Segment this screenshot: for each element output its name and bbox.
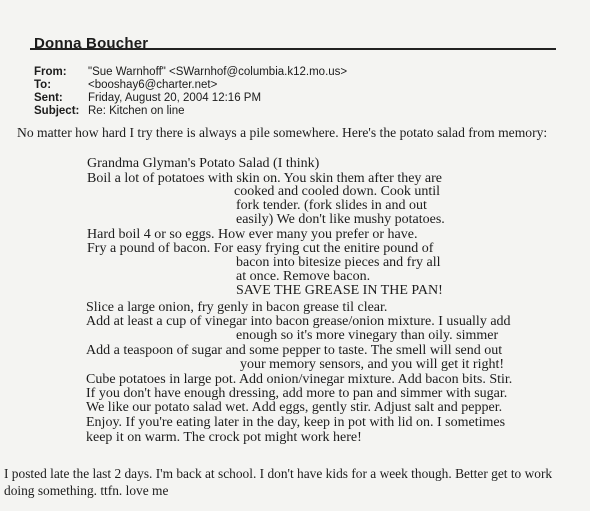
subject-value: Re: Kitchen on line	[88, 105, 185, 117]
recipe-line: keep it on warm. The crock pot might work here!	[86, 430, 362, 445]
recipe-line: SAVE THE GREASE IN THE PAN!	[236, 283, 443, 298]
to-value: <booshay6@charter.net>	[88, 79, 218, 91]
recipe-line: If you don't have enough dressing, add more to pan and simmer with sugar.	[86, 386, 508, 401]
recipe-line: bacon into bitesize pieces and fry all	[236, 255, 441, 270]
recipe-line: cooked and cooled down. Cook until	[234, 184, 441, 199]
recipe-line: Add a teaspoon of sugar and some pepper to taste. The smell will send out	[86, 343, 503, 358]
message-intro: No matter how hard I try there is always a pile somewhere. Here's the potato salad from memory:	[17, 125, 548, 140]
recipe-line: Add at least a cup of vinegar into bacon grease/onion mixture. I usually add	[86, 314, 511, 329]
recipe-line: easily) We don't like mushy potatoes.	[236, 212, 445, 227]
to-label: To:	[34, 79, 52, 91]
closing-line: doing something. ttfn. love me	[4, 483, 169, 498]
sender-name: Donna Boucher	[34, 35, 149, 52]
from-label: From:	[34, 66, 67, 78]
recipe-line: Boil a lot of potatoes with skin on. You skin them after they are	[87, 171, 443, 186]
recipe-line: We like our potato salad wet. Add eggs, gently stir. Adjust salt and pepper.	[86, 400, 503, 415]
recipe-line: Cube potatoes in large pot. Add onion/vinegar mixture. Add bacon bits. Stir.	[86, 372, 513, 387]
closing-line: I posted late the last 2 days. I'm back at school. I don't have kids for a week though. Better get to work	[4, 466, 553, 481]
sent-label: Sent:	[34, 92, 63, 104]
recipe-line: Fry a pound of bacon. For easy frying cut the enitire pound of	[87, 241, 434, 256]
recipe-line: at once. Remove bacon.	[236, 269, 371, 284]
recipe-line: your memory sensors, and you will get it right!	[240, 357, 505, 372]
sent-value: Friday, August 20, 2004 12:16 PM	[88, 92, 262, 104]
recipe-line: Slice a large onion, fry genly in bacon grease til clear.	[86, 300, 388, 315]
recipe-line: Grandma Glyman's Potato Salad (I think)	[87, 156, 320, 171]
recipe-line: enough so it's more vinegary than oily. simmer	[236, 328, 499, 343]
recipe-line: Enjoy. If you're eating later in the day, keep in pot with lid on. I sometimes	[86, 415, 506, 430]
subject-label: Subject:	[34, 105, 80, 117]
from-value: "Sue Warnhoff" <SWarnhof@columbia.k12.mo.us>	[88, 66, 348, 78]
header-divider	[30, 48, 556, 50]
recipe-line: Hard boil 4 or so eggs. How ever many you prefer or have.	[87, 227, 418, 242]
recipe-line: fork tender. (fork slides in and out	[236, 198, 427, 213]
